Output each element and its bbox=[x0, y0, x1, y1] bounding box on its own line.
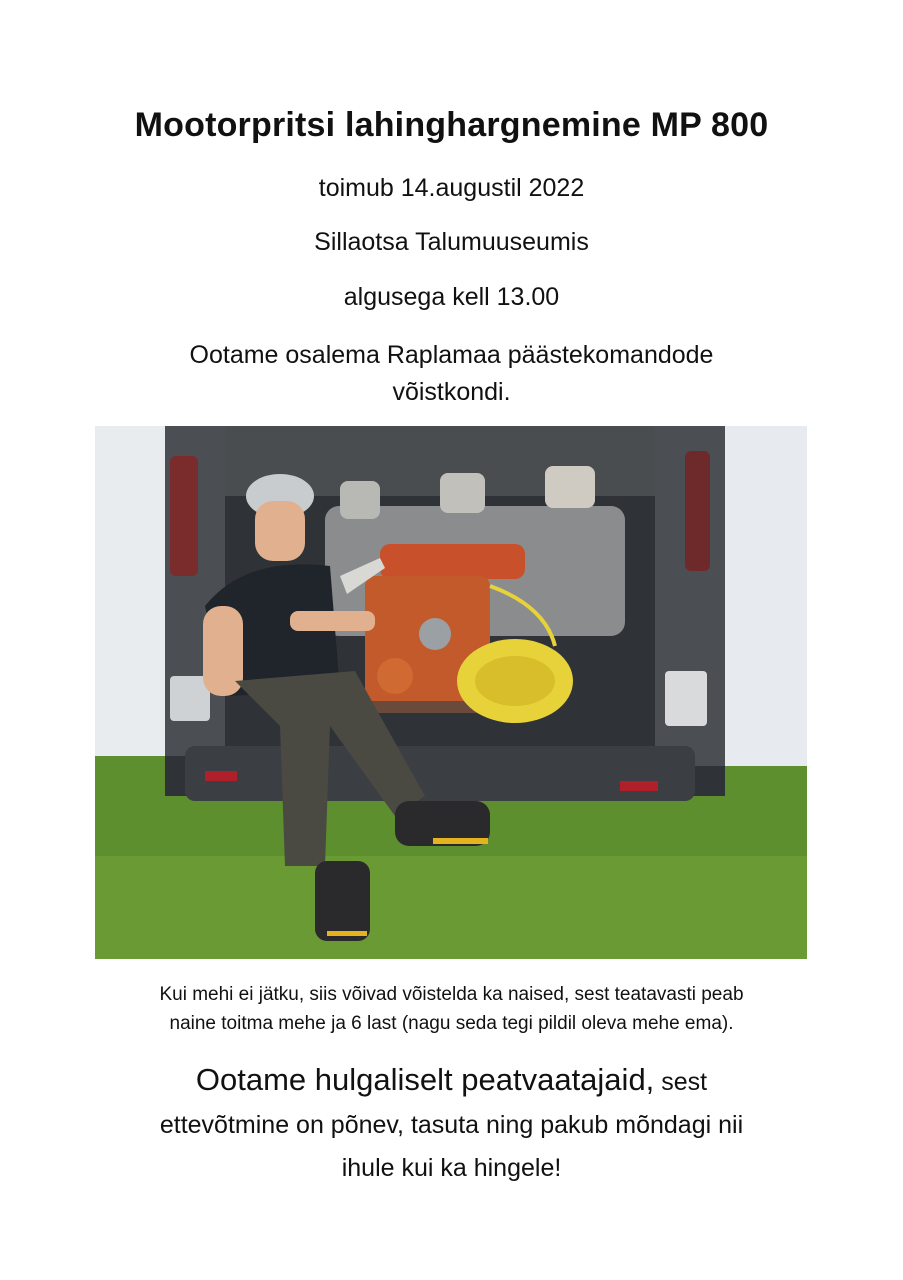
caption-line-1: Kui mehi ei jätku, siis võivad võistelda ka naised, sest teatavasti peab bbox=[159, 984, 744, 1005]
invite-text bbox=[0, 337, 903, 411]
closing-line-3: ihule kui ka hingele! bbox=[341, 1154, 562, 1182]
photo-caption bbox=[0, 980, 903, 1038]
poster-title: Mootorpritsi lahinghargnemine MP 800 bbox=[134, 106, 769, 144]
closing-line-2: ettevõtmine on põnev, tasuta ning pakub mõndagi nii bbox=[159, 1111, 744, 1139]
closing-emphasis: Ootame hulgaliselt peatvaatajaid, bbox=[195, 1062, 655, 1097]
invite-line-2: võistkondi. bbox=[392, 378, 511, 406]
closing-line-1-rest: sest bbox=[654, 1068, 708, 1096]
event-photo bbox=[95, 426, 807, 959]
caption-line-2: naine toitma mehe ja 6 last (nagu seda tegi pildil oleva mehe ema). bbox=[169, 1013, 734, 1034]
event-date: toimub 14.augustil 2022 bbox=[318, 174, 585, 202]
closing-line-1 bbox=[0, 1058, 903, 1104]
closing-text bbox=[0, 1058, 903, 1190]
event-time: algusega kell 13.00 bbox=[343, 283, 560, 311]
event-place: Sillaotsa Talumuuseumis bbox=[314, 228, 589, 256]
invite-line-1: Ootame osalema Raplamaa päästekomandode bbox=[189, 341, 714, 369]
